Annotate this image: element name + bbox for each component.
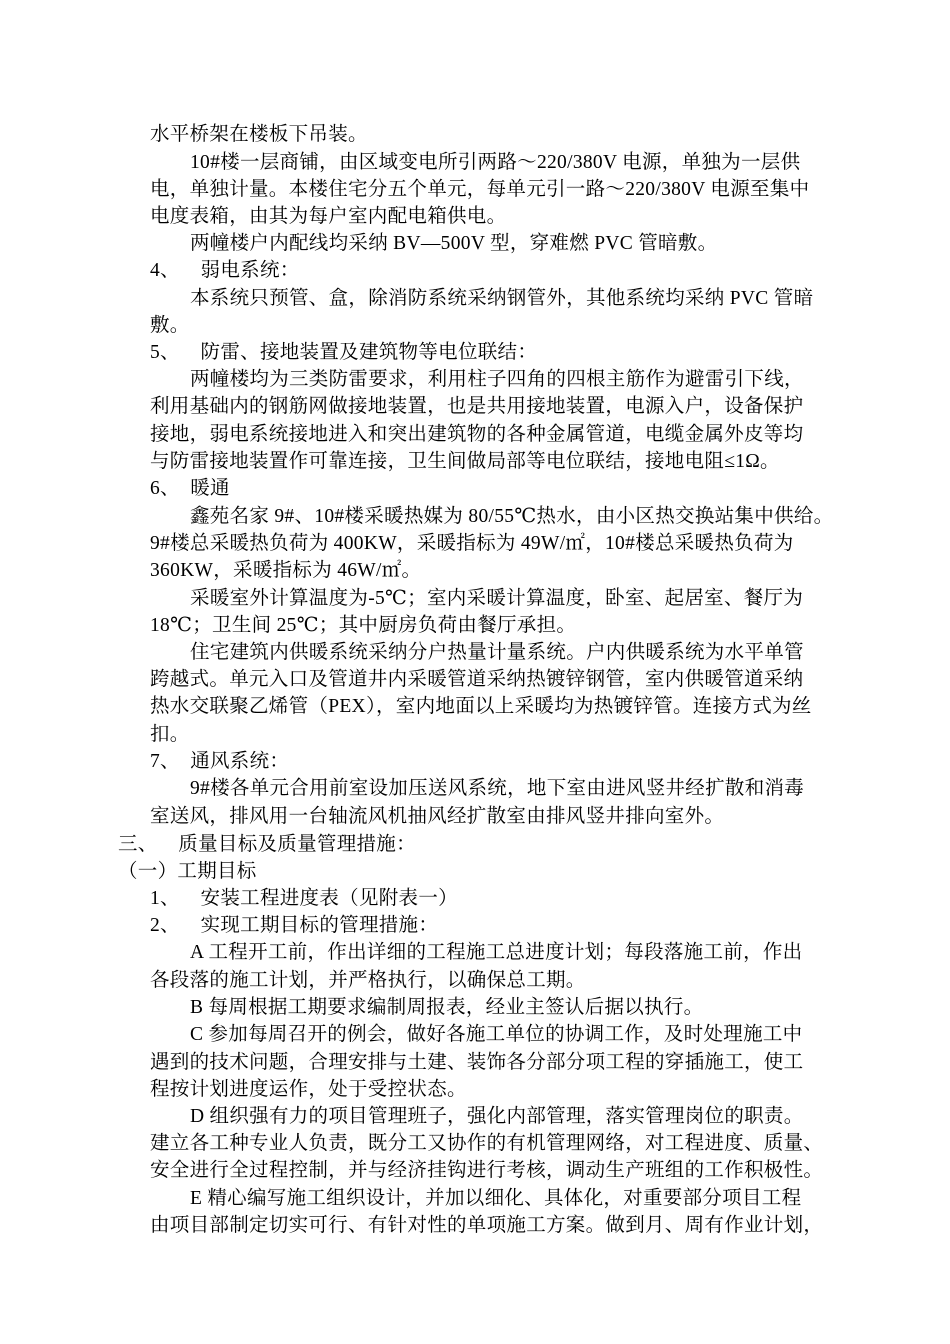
section-heading: 7、 通风系统： <box>150 751 290 772</box>
text-line: 9#楼各单元合用前室设加压送风系统，地下室由进风竖井经扩散和消毒 <box>190 778 805 799</box>
text-line: 安全进行全过程控制，并与经济挂钩进行考核，调动生产班组的工作积极性。 <box>150 1160 824 1181</box>
text-line: D 组织强有力的项目管理班子，强化内部管理，落实管理岗位的职责。 <box>190 1106 804 1127</box>
text-line: 水平桥架在楼板下吊装。 <box>150 124 368 145</box>
text-line: 9#楼总采暖热负荷为 400KW，采暖指标为 49W/㎡，10#楼总采暖热负荷为 <box>150 533 794 554</box>
text-line: 接地，弱电系统接地进入和突出建筑物的各种金属管道，电缆金属外皮等均 <box>150 424 804 445</box>
text-line: B 每周根据工期要求编制周报表，经业主签认后据以执行。 <box>190 997 704 1018</box>
text-line: 建立各工种专业人负责，既分工又协作的有机管理网络，对工程进度、质量、 <box>150 1133 824 1154</box>
section-heading: 4、 弱电系统： <box>150 260 300 281</box>
chapter-heading: 三、 质量目标及质量管理措施： <box>118 834 416 855</box>
text-line: C 参加每周召开的例会，做好各施工单位的协调工作，及时处理施工中 <box>190 1024 803 1045</box>
subsection-heading: （一）工期目标 <box>118 861 257 882</box>
text-line: 室送风，排风用一台轴流风机抽风经扩散室由排风竖井排向室外。 <box>150 806 725 827</box>
text-line: 电，单独计量。本楼住宅分五个单元，每单元引一路～220/380V 电源至集中 <box>150 179 810 200</box>
text-line: 鑫苑名家 9#、10#楼采暖热媒为 80/55℃热水，由小区热交换站集中供给。 <box>190 506 834 527</box>
text-line: 两幢楼户内配线均采纳 BV—500V 型，穿难燃 PVC 管暗敷。 <box>190 233 718 254</box>
text-line: 与防雷接地装置作可靠连接，卫生间做局部等电位联结，接地电阻≤1Ω。 <box>150 451 780 472</box>
text-line: 扣。 <box>150 724 190 745</box>
text-line: 360KW，采暖指标为 46W/㎡。 <box>150 560 422 581</box>
text-line: 采暖室外计算温度为-5℃；室内采暖计算温度，卧室、起居室、餐厅为 <box>190 588 804 609</box>
section-heading: 6、 暖通 <box>150 478 230 499</box>
section-heading: 5、 防雷、接地装置及建筑物等电位联结： <box>150 342 538 363</box>
text-line: 程按计划进度运作，处于受控状态。 <box>150 1079 467 1100</box>
text-line: 10#楼一层商铺，由区域变电所引两路～220/380V 电源，单独为一层供 <box>190 152 801 173</box>
text-line: 利用基础内的钢筋网做接地装置，也是共用接地装置，电源入户，设备保护 <box>150 396 804 417</box>
text-line: 电度表箱，由其为每户室内配电箱供电。 <box>150 206 507 227</box>
text-line: 跨越式。单元入口及管道井内采暖管道采纳热镀锌钢管，室内供暖管道采纳 <box>150 669 804 690</box>
text-line: 由项目部制定切实可行、有针对性的单项施工方案。做到月、周有作业计划， <box>150 1215 824 1236</box>
text-line: 本系统只预管、盒，除消防系统采纳钢管外，其他系统均采纳 PVC 管暗 <box>190 288 814 309</box>
text-line: 热水交联聚乙烯管（PEX），室内地面以上采暖均为热镀锌管。连接方式为丝 <box>150 696 812 717</box>
text-line: 两幢楼均为三类防雷要求，利用柱子四角的四根主筋作为避雷引下线， <box>190 369 804 390</box>
text-line: A 工程开工前，作出详细的工程施工总进度计划；每段落施工前，作出 <box>190 942 803 963</box>
text-line: 住宅建筑内供暖系统采纳分户热量计量系统。户内供暖系统为水平单管 <box>190 642 804 663</box>
text-line: 18℃；卫生间 25℃；其中厨房负荷由餐厅承担。 <box>150 615 577 636</box>
text-line: 敷。 <box>150 315 190 336</box>
text-line: E 精心编写施工组织设计，并加以细化、具体化，对重要部分项目工程 <box>190 1188 802 1209</box>
section-heading: 1、 安装工程进度表（见附表一） <box>150 888 458 909</box>
section-heading: 2、 实现工期目标的管理措施： <box>150 915 439 936</box>
text-line: 各段落的施工计划，并严格执行，以确保总工期。 <box>150 970 586 991</box>
text-line: 遇到的技术问题，合理安排与土建、装饰各分部分项工程的穿插施工，使工 <box>150 1052 804 1073</box>
